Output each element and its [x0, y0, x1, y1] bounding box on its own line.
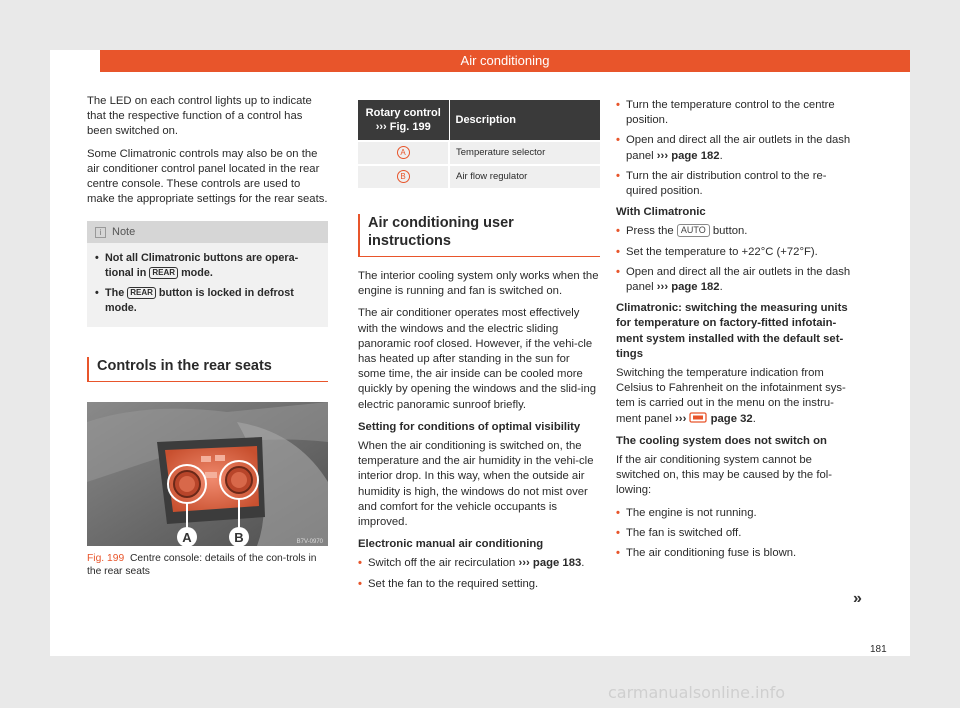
auto-button-key: AUTO	[677, 224, 710, 237]
column-middle	[358, 100, 600, 597]
paragraph: The air conditioner operates most effectively with the windows and the electric sliding panoramic roof closed. However, if the vehi-cle has heated up after standing in the sun for some time, the air inside can be cooled more quickly by opening the windows and the slid-ing electric panoramic sunroof briefly.	[358, 307, 597, 411]
figure-rear-controls	[87, 402, 328, 546]
paragraph: Switching the temperature indication from Celsius to Fahrenheit on the infotainment sys-tem is carried out in the menu on the instru-ment panel ››› page 32.	[616, 367, 846, 425]
table-cell-key	[358, 165, 449, 188]
paragraph: Some Climatronic controls may also be on the air conditioner control panel located in the rear centre console. These controls are used to make the appropriate settings for the rear seats.	[87, 147, 328, 206]
list-text: button.	[712, 225, 748, 238]
table-cell-desc: Air flow regulator	[449, 165, 600, 188]
note-item	[95, 286, 320, 316]
subheading: Electronic manual air conditioning	[358, 538, 544, 551]
section-title-user-instructions: Air conditioning user instructions	[358, 214, 600, 257]
subheading: Climatronic: switching the measuring units for temperature on factory-fitted infotain-ment system installed with the default set-tings	[616, 302, 848, 360]
table-row	[358, 165, 600, 188]
caption-text: Centre console: details of the con-trols in the rear seats	[87, 553, 317, 578]
note-body	[87, 243, 328, 327]
figure-caption	[87, 552, 328, 578]
note-header	[87, 221, 328, 243]
subheading: The cooling system does not switch on	[616, 434, 827, 447]
list-text: Open and direct all the air outlets in the dash panel	[626, 134, 851, 162]
table-header-row	[358, 100, 600, 141]
table-header-description: Description	[449, 100, 600, 141]
note-box	[87, 221, 328, 327]
column-left	[87, 94, 328, 578]
page-header: Air conditioning	[100, 50, 910, 72]
rear-console-illustration	[87, 402, 328, 546]
note-item	[95, 251, 320, 281]
table-cell-desc: Temperature selector	[449, 141, 600, 165]
list-item: • Open and direct all the air outlets in the dash panel ››› page 182.	[616, 133, 856, 163]
subheading: With Climatronic	[616, 206, 706, 219]
callout-b: B	[397, 170, 410, 183]
info-icon: i	[95, 227, 106, 238]
list-item: • The engine is not running.	[616, 506, 856, 521]
rear-button-tag: REAR	[127, 287, 156, 299]
page-reference-link[interactable]: ››› page 183	[518, 557, 582, 570]
note-title: Note	[112, 226, 136, 239]
paragraph-text: Switching the temperature indication from Celsius to Fahrenheit on the infotainment sys-tem is carried out in the menu on the instru-ment panel	[616, 367, 846, 425]
list-item: • Set the temperature to +22°C (+72°F).	[616, 245, 856, 260]
list-item: • Turn the air distribution control to the re-quired position.	[616, 169, 856, 199]
page-reference-link[interactable]: ››› page 182	[656, 281, 720, 294]
list-text: Switch off the air recirculation	[368, 557, 516, 570]
list-item: • Set the fan to the required setting.	[358, 577, 600, 592]
list-item	[616, 224, 856, 239]
paragraph: If the air conditioning system cannot be switched on, this may be caused by the fol-lowing:	[616, 454, 833, 497]
watermark: carmanualsonline.info	[608, 683, 786, 702]
column-right	[616, 98, 856, 566]
section-title-rear-controls: Controls in the rear seats	[87, 357, 328, 382]
figure-code: B7V-0970	[296, 539, 323, 546]
paragraph: The LED on each control lights up to indicate that the respective function of a control has been switched on.	[87, 95, 312, 138]
table-header-rotary: Rotary control ››› Fig. 199	[358, 100, 449, 141]
paragraph: The interior cooling system only works when the engine is running and fan is switched on.	[358, 270, 599, 298]
paragraph: When the air conditioning is switched on, the temperature and the air humidity in the vehi-cle interior drop. In this way, when the outside air humidity is high, the windows do not mist over and comfort for the vehicle occupants is improved.	[358, 440, 594, 529]
figure-label-a: A	[182, 530, 192, 546]
figure-label-b: B	[234, 530, 244, 546]
note-text: The	[105, 287, 125, 300]
list-text: Press the	[626, 225, 674, 238]
subheading: Setting for conditions of optimal visibility	[358, 420, 581, 433]
manual-page	[50, 50, 910, 656]
table-cell-key	[358, 141, 449, 165]
continued-marker: »	[853, 590, 862, 607]
list-item: • The air conditioning fuse is blown.	[616, 546, 856, 561]
list-item: • The fan is switched off.	[616, 526, 856, 541]
page-reference-link[interactable]: ››› page 182	[656, 149, 720, 162]
rotary-control-table	[358, 100, 600, 188]
callout-a: A	[397, 146, 410, 159]
page-reference-link[interactable]: page 32	[710, 412, 753, 425]
list-item: • Turn the temperature control to the centre position.	[616, 98, 856, 128]
note-text: button is locked in defrost mode.	[105, 287, 294, 315]
note-text: mode.	[181, 267, 213, 280]
table-row	[358, 141, 600, 165]
list-item: • Switch off the air recirculation ››› page 183.	[358, 556, 600, 571]
list-text: Open and direct all the air outlets in the dash panel	[626, 265, 851, 294]
note-text: Not all Climatronic buttons are opera-tional in	[105, 252, 299, 280]
rear-mode-tag: REAR	[149, 267, 178, 279]
reference-arrow: ›››	[675, 412, 687, 425]
infotainment-screen-icon	[689, 412, 707, 423]
figure-number: Fig. 199	[87, 553, 125, 565]
list-item: • Open and direct all the air outlets in the dash panel ››› page 182.	[616, 265, 856, 295]
page-number: 181	[870, 644, 887, 655]
